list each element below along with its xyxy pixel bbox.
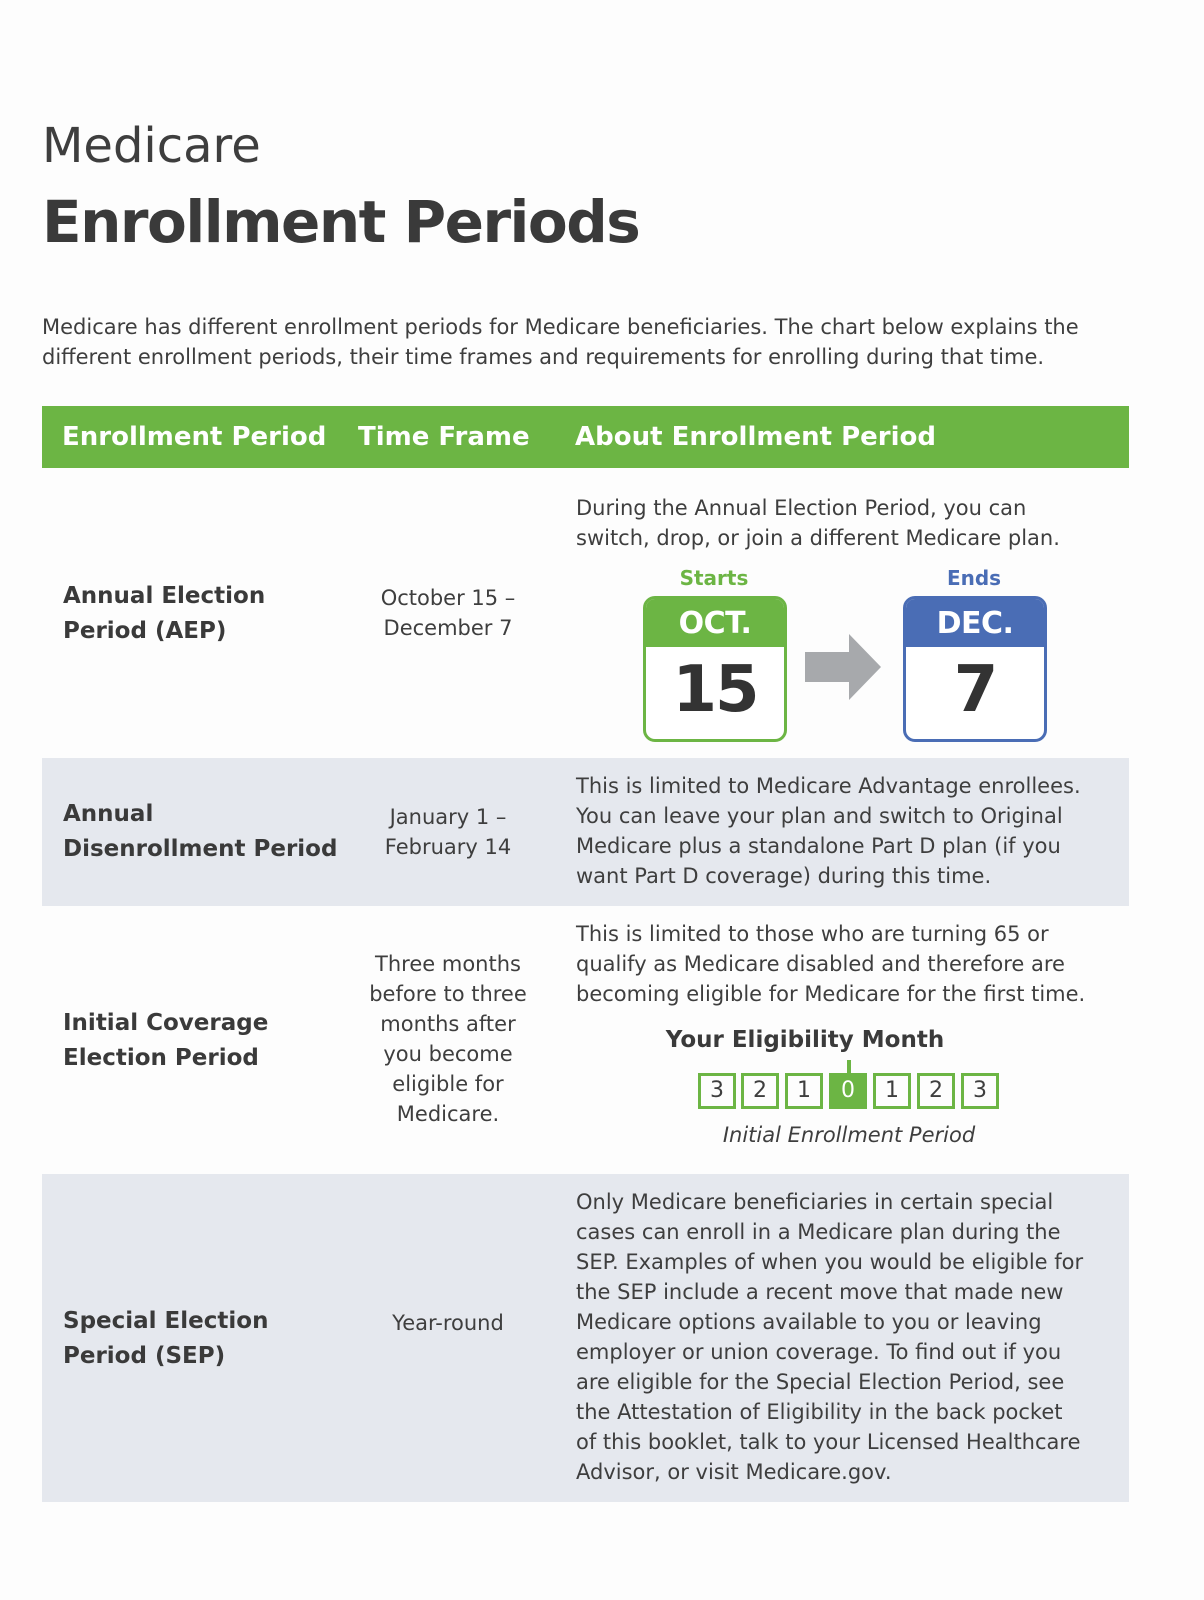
- period-line: Initial Coverage: [63, 1010, 269, 1036]
- header-time-frame: Time Frame: [358, 422, 530, 452]
- about-line: becoming eligible for Medicare for the first time.: [576, 982, 1086, 1006]
- eligibility-tick-mark: [847, 1060, 851, 1074]
- time-frame: [357, 802, 539, 862]
- period-name: [63, 1006, 268, 1076]
- time-frame-line: Three months: [375, 952, 521, 976]
- month-box: 2: [741, 1073, 779, 1109]
- about-line: cases can enroll in a Medicare plan during the: [576, 1220, 1061, 1244]
- table-row-sep: [42, 1174, 1129, 1502]
- about-text: [576, 1187, 1116, 1487]
- period-line: Special Election: [63, 1308, 269, 1334]
- period-line: Annual Election: [63, 583, 266, 609]
- about-line: qualify as Medicare disabled and therefore are: [576, 952, 1065, 976]
- end-month: DEC.: [906, 599, 1044, 647]
- about-line: Medicare options available to you or leaving: [576, 1310, 1042, 1334]
- period-name: [63, 797, 337, 867]
- month-box: 1: [873, 1073, 911, 1109]
- about-line: During the Annual Election Period, you can: [576, 496, 1027, 520]
- about-line: This is limited to those who are turning 65 or: [576, 922, 1049, 946]
- time-frame: [357, 949, 539, 1129]
- about-text: [576, 771, 1116, 891]
- about-line: Advisor, or visit Medicare.gov.: [576, 1460, 892, 1484]
- about-line: SEP. Examples of when you would be eligible for: [576, 1250, 1084, 1274]
- intro-paragraph: Medicare has different enrollment periods for Medicare beneficiaries. The chart below explains the different enrollment periods, their time frames and requirements for enrolling during that time.: [42, 315, 1079, 369]
- about-line: the Attestation of Eligibility in the back pocket: [576, 1400, 1063, 1424]
- period-line: Period (AEP): [63, 618, 227, 644]
- table-row-disenrollment: [42, 758, 1129, 906]
- time-frame: [357, 583, 539, 643]
- period-name: [63, 1304, 268, 1374]
- time-frame-line: you become: [383, 1042, 513, 1066]
- period-line: Annual: [63, 801, 154, 827]
- page-title-medicare: Medicare: [42, 118, 261, 174]
- time-frame-line: Medicare.: [396, 1102, 500, 1126]
- starts-label: Starts: [679, 566, 749, 590]
- period-line: Period (SEP): [63, 1343, 226, 1369]
- time-frame-line: before to three: [369, 982, 527, 1006]
- time-frame-line: December 7: [383, 616, 513, 640]
- month-box: 3: [698, 1073, 736, 1109]
- about-line: Medicare plus a standalone Part D plan (if you: [576, 834, 1061, 858]
- time-frame: [357, 1308, 539, 1338]
- month-box: 1: [785, 1073, 823, 1109]
- time-frame-line: months after: [380, 1012, 516, 1036]
- time-frame-line: January 1 –: [389, 805, 507, 829]
- period-line: Election Period: [63, 1045, 259, 1071]
- month-box: 2: [917, 1073, 955, 1109]
- start-day: 15: [672, 653, 758, 727]
- eligibility-month-title: Your Eligibility Month: [665, 1027, 945, 1053]
- start-date-calendar-icon: [643, 596, 787, 742]
- about-line: are eligible for the Special Election Period, see: [576, 1370, 1065, 1394]
- period-name: [63, 579, 265, 649]
- about-line: of this booklet, talk to your Licensed Healthcare: [576, 1430, 1081, 1454]
- end-date-calendar-icon: [903, 596, 1047, 742]
- about-line: You can leave your plan and switch to Original: [576, 804, 1063, 828]
- about-line: This is limited to Medicare Advantage enrollees.: [576, 774, 1081, 798]
- about-text: [576, 919, 1116, 1009]
- ends-label: Ends: [946, 566, 1002, 590]
- about-line: the SEP include a recent move that made new: [576, 1280, 1064, 1304]
- initial-enrollment-period-caption: Initial Enrollment Period: [722, 1123, 976, 1147]
- about-line: switch, drop, or join a different Medicare plan.: [576, 526, 1060, 550]
- time-frame-line: October 15 –: [380, 586, 516, 610]
- about-line: want Part D coverage) during this time.: [576, 864, 992, 888]
- page-title-enrollment-periods: Enrollment Periods: [42, 188, 640, 256]
- month-box: 3: [961, 1073, 999, 1109]
- header-about-enrollment-period: About Enrollment Period: [575, 422, 936, 452]
- month-box: 0: [829, 1073, 867, 1109]
- start-month: OCT.: [646, 599, 784, 647]
- about-line: employer or union coverage. To find out if you: [576, 1340, 1062, 1364]
- time-frame-line: Year-round: [392, 1311, 504, 1335]
- time-frame-line: eligible for: [392, 1072, 504, 1096]
- table-header: [42, 406, 1129, 468]
- time-frame-line: February 14: [384, 835, 512, 859]
- end-day: 7: [953, 653, 997, 727]
- header-enrollment-period: Enrollment Period: [62, 422, 327, 452]
- period-line: Disenrollment Period: [63, 836, 338, 862]
- right-arrow-icon: [805, 634, 883, 700]
- about-line: Only Medicare beneficiaries in certain special: [576, 1190, 1054, 1214]
- about-text: [576, 493, 1116, 553]
